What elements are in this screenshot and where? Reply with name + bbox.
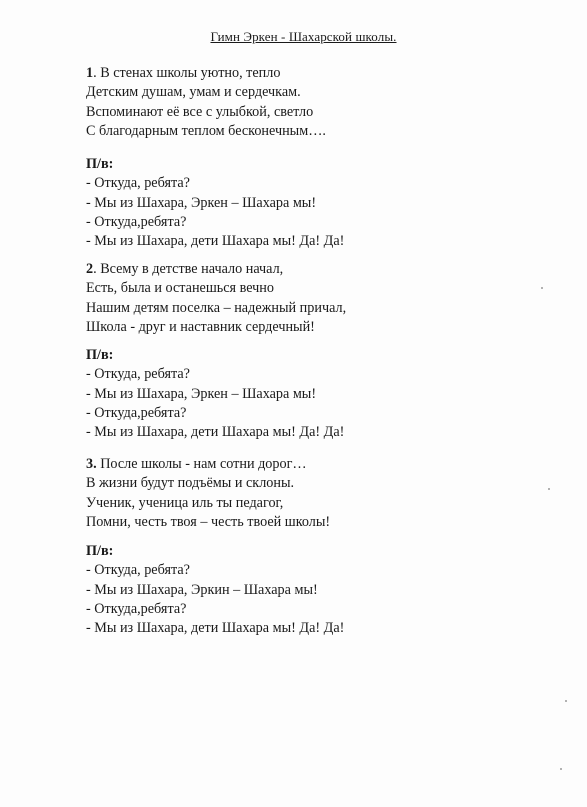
scan-speck — [565, 700, 567, 702]
scan-speck — [560, 768, 562, 770]
chorus-line: - Откуда,ребята? — [86, 600, 187, 617]
verse-line: С благодарным теплом бесконечным…. — [86, 122, 326, 139]
chorus-1 — [86, 155, 344, 251]
chorus-3 — [86, 542, 344, 638]
chorus-label: П/в: — [86, 347, 114, 363]
verse-number: 2 — [86, 261, 94, 277]
chorus-2 — [86, 346, 344, 442]
verse-1 — [86, 64, 326, 141]
verse-line: 2. Всему в детстве начало начал, — [86, 261, 284, 277]
verse-line: Школа - друг и наставник сердечный! — [86, 318, 315, 335]
chorus-line: - Откуда, ребята? — [86, 366, 190, 383]
verse-line: Вспоминают её все с улыбкой, светло — [86, 103, 314, 120]
verse-line: Ученик, ученица иль ты педагог, — [86, 494, 284, 511]
verse-number: 1 — [86, 65, 94, 81]
chorus-line: - Откуда,ребята? — [86, 404, 187, 421]
chorus-line: - Откуда, ребята? — [86, 175, 190, 192]
verse-line: 3. После школы - нам сотни дорог… — [86, 456, 307, 472]
document-title: Гимн Эркен - Шахарской школы. — [210, 29, 397, 44]
verse-line: В жизни будут подъёмы и склоны. — [86, 475, 295, 492]
chorus-label: П/в: — [86, 543, 114, 559]
chorus-line: - Мы из Шахара, Эркин – Шахара мы! — [86, 581, 318, 598]
verse-line: Нашим детям поселка – надежный причал, — [86, 299, 347, 316]
verse-number: 3. — [86, 456, 97, 472]
chorus-line: - Мы из Шахара, Эркен – Шахара мы! — [86, 385, 317, 402]
scan-speck — [541, 287, 543, 289]
chorus-line: - Мы из Шахара, дети Шахара мы! Да! Да! — [86, 620, 345, 637]
chorus-label: П/в: — [86, 156, 114, 172]
verse-3 — [86, 455, 330, 532]
verse-2 — [86, 260, 346, 337]
chorus-line: - Откуда, ребята? — [86, 562, 190, 579]
verse-line: Детским душам, умам и сердечкам. — [86, 84, 301, 101]
chorus-line: - Откуда,ребята? — [86, 213, 187, 230]
chorus-line: - Мы из Шахара, Эркен – Шахара мы! — [86, 194, 317, 211]
chorus-line: - Мы из Шахара, дети Шахара мы! Да! Да! — [86, 233, 345, 250]
verse-line: 1. В стенах школы уютно, тепло — [86, 65, 281, 81]
verse-line: Помни, честь твоя – честь твоей школы! — [86, 513, 331, 530]
verse-line: Есть, была и останешься вечно — [86, 280, 274, 297]
scan-speck — [548, 488, 550, 490]
chorus-line: - Мы из Шахара, дети Шахара мы! Да! Да! — [86, 424, 345, 441]
